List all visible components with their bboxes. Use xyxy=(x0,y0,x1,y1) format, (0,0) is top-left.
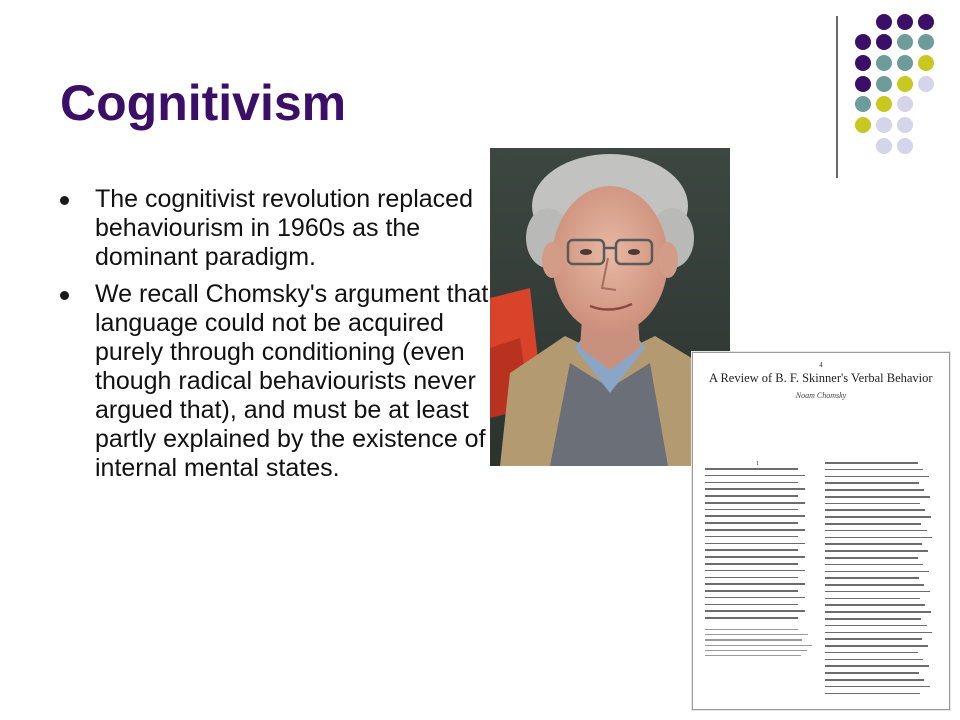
decorative-dot xyxy=(855,96,871,112)
decorative-dot xyxy=(876,14,892,30)
paper-text-line xyxy=(825,645,928,647)
paper-text-line xyxy=(825,496,930,498)
paper-text-line xyxy=(825,543,922,545)
paper-text-line xyxy=(705,570,805,572)
paper-text-line xyxy=(705,650,807,651)
paper-text-line xyxy=(825,618,921,620)
paper-footnote xyxy=(705,629,813,660)
paper-text-line xyxy=(705,515,805,517)
decorative-dot xyxy=(897,117,913,133)
paper-text-line xyxy=(825,550,928,552)
paper-text-line xyxy=(825,693,920,695)
paper-column-left xyxy=(705,468,813,624)
decorative-dot xyxy=(876,34,892,50)
paper-text-line xyxy=(705,543,805,545)
paper-text-line xyxy=(825,598,920,600)
paper-text-line xyxy=(825,476,929,478)
paper-text-line xyxy=(825,557,918,559)
paper-text-line xyxy=(705,556,805,558)
paper-text-line xyxy=(825,523,921,525)
decorative-dot xyxy=(918,34,934,50)
paper-text-line xyxy=(705,634,808,635)
decorative-dot xyxy=(918,55,934,71)
paper-text-line xyxy=(705,522,798,524)
decorative-dot xyxy=(855,34,871,50)
paper-text-line xyxy=(705,509,798,511)
decorative-dot xyxy=(897,34,913,50)
paper-text-line xyxy=(705,583,805,585)
decorative-dot xyxy=(897,96,913,112)
bullet-item xyxy=(60,185,490,272)
paper-text-line xyxy=(825,469,923,471)
paper-text-line xyxy=(705,617,798,619)
decorative-dot xyxy=(855,55,871,71)
paper-text-line xyxy=(825,537,932,539)
paper-text-line xyxy=(825,604,925,606)
bullet-icon xyxy=(60,196,69,205)
paper-text-line xyxy=(825,462,918,464)
paper-text-line xyxy=(705,597,805,599)
bullet-icon xyxy=(60,291,69,300)
decorative-dot xyxy=(876,55,892,71)
paper-section-number: 1 xyxy=(756,461,759,467)
paper-text-line xyxy=(825,584,924,586)
paper-text-line xyxy=(705,604,798,606)
paper-text-line xyxy=(705,468,798,470)
paper-text-line xyxy=(825,659,923,661)
paper-text-line xyxy=(825,564,923,566)
paper-text-line xyxy=(825,571,929,573)
decorative-dot xyxy=(918,76,934,92)
paper-text-line xyxy=(705,502,805,504)
paper-text-line xyxy=(825,516,931,518)
decorative-dot xyxy=(876,117,892,133)
decorative-dot xyxy=(897,55,913,71)
decorative-dot xyxy=(897,76,913,92)
paper-text-line xyxy=(705,488,805,490)
paper-text-line xyxy=(825,530,927,532)
paper-text-line xyxy=(825,611,931,613)
bullet-text: The cognitivist revolution replaced behaviourism in 1960s as the dominant paradigm. xyxy=(95,185,473,271)
paper-text-line xyxy=(825,591,930,593)
paper-text-line xyxy=(825,625,927,627)
paper-text-line xyxy=(705,590,798,592)
paper-text-line xyxy=(825,638,922,640)
paper-text-line xyxy=(825,665,929,667)
paper-text-line xyxy=(705,629,798,630)
paper-column-right xyxy=(825,462,933,699)
paper-text-line xyxy=(705,536,798,538)
paper-text-line xyxy=(705,529,805,531)
paper-text-line xyxy=(705,655,801,656)
paper-text-line xyxy=(825,503,920,505)
paper-text-line xyxy=(825,672,919,674)
paper-text-line xyxy=(825,632,932,634)
paper-text-line xyxy=(825,686,930,688)
paper-scan xyxy=(692,352,950,710)
paper-text-line xyxy=(825,489,924,491)
paper-text-line xyxy=(705,482,798,484)
decorative-dot xyxy=(855,76,871,92)
decorative-dot xyxy=(876,96,892,112)
decorative-dot xyxy=(897,138,913,154)
paper-author: Noam Chomsky xyxy=(795,391,847,400)
bullet-text: We recall Chomsky's argument that language could not be acquired purely through conditioning (even though radical behaviourists never argued that), and must be at least partly explained by the existence of internal mental states. xyxy=(95,280,489,482)
paper-text-line xyxy=(705,610,805,612)
decorative-dot xyxy=(876,138,892,154)
paper-text-line xyxy=(825,509,925,511)
paper-text-line xyxy=(825,577,919,579)
bullet-list xyxy=(60,185,490,491)
bullet-item xyxy=(60,280,490,483)
decorative-dot xyxy=(855,117,871,133)
paper-text-line xyxy=(825,652,918,654)
paper-text-line xyxy=(825,679,924,681)
paper-text-line xyxy=(705,577,798,579)
paper-title: A Review of B. F. Skinner's Verbal Behavior xyxy=(709,371,933,385)
paper-text-line xyxy=(705,563,798,565)
decorative-dot xyxy=(918,14,934,30)
paper-text-line xyxy=(705,495,798,497)
slide-title: Cognitivism xyxy=(60,75,347,131)
paper-text-line xyxy=(705,645,812,646)
paper-text-line xyxy=(705,475,805,477)
paper-text-line xyxy=(825,482,919,484)
decorative-vertical-line xyxy=(836,16,838,178)
decorative-dot xyxy=(897,14,913,30)
decorative-dot xyxy=(876,76,892,92)
paper-text-line xyxy=(705,549,798,551)
paper-page-number: 4 xyxy=(819,361,823,369)
paper-text-line xyxy=(705,639,802,640)
